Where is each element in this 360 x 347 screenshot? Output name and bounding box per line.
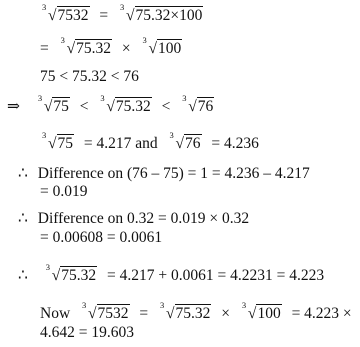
cube-root: 3 √75.32 [100, 93, 151, 115]
equation-line-5: 3 √75 = 4.217 and 3 √76 = 4.236 [42, 130, 259, 152]
equation-line-2: = 3 √75.32 × 3 √100 [40, 35, 182, 57]
equation-line-6: ∴ Difference on (76 – 75) = 1 = 4.236 – 4.217 [18, 165, 310, 182]
cube-root: 3 √100 [241, 300, 281, 322]
therefore-symbol: ∴ [18, 210, 28, 227]
equation-line-12: 4.642 = 19.603 [40, 324, 134, 341]
equation-line-7: = 0.019 [40, 183, 88, 200]
cube-root: 3 √75 [42, 130, 74, 152]
equation-line-9: = 0.00608 = 0.0061 [40, 229, 163, 246]
equation-line-3: 75 < 75.32 < 76 [40, 68, 139, 85]
cube-root: 3 √75.32 [45, 262, 97, 284]
equation-line-11: Now 3 √7532 = 3 √75.32 × 3 √100 = 4.223 × [40, 300, 352, 322]
cube-root: 3 √7532 [42, 2, 89, 24]
cube-root: 3 √75.32 [60, 35, 112, 57]
cube-root: 3 √76 [182, 93, 214, 115]
cube-root: 3 √7532 [82, 300, 129, 322]
therefore-symbol: ∴ [18, 165, 28, 182]
cube-root: 3 √76 [169, 130, 201, 152]
implies-arrow: ⇒ [7, 98, 20, 115]
equation-line-4: ⇒ 3 √75 < 3 √75.32 < 3 √76 [7, 93, 214, 115]
cube-root: 3 √75 [37, 93, 69, 115]
cube-root: 3 √75.32×100 [120, 2, 203, 24]
equation-line-10: ∴ 3 √75.32 = 4.217 + 0.0061 = 4.2231 = 4.223 [18, 262, 325, 284]
equation-line-8: ∴ Difference on 0.32 = 0.019 × 0.32 [18, 210, 250, 227]
cube-root: 3 √100 [142, 35, 182, 57]
equation-line-1: 3 √7532 = 3 √75.32×100 [42, 2, 203, 24]
cube-root: 3 √75.32 [160, 300, 211, 322]
therefore-symbol: ∴ [18, 267, 28, 284]
